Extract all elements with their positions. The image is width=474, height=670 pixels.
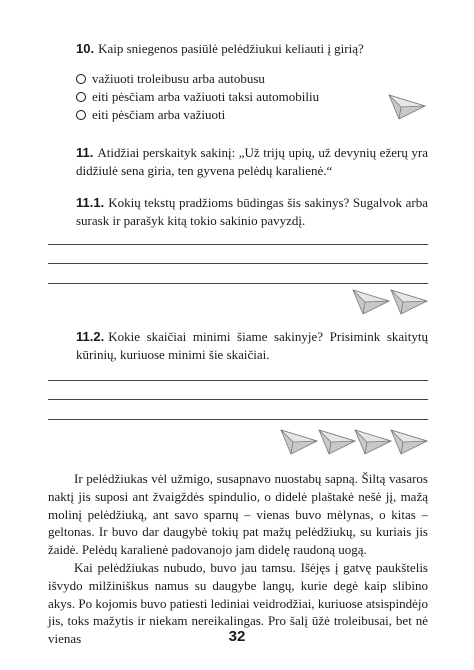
question-10 <box>76 40 428 58</box>
question-text: Atidžiai perskaityk sakinį: „Už trijų upių, už devynių ežerų yra didžiulė sena giria, ten gyvena pelėdų karalienė.“ <box>76 145 428 178</box>
paper-plane-icon <box>390 288 428 316</box>
question-text: Kaip sniegenos pasiūlė pelėdžiukui keliauti į girią? <box>98 41 364 56</box>
paper-plane-icon <box>280 428 318 456</box>
radio-circle-icon[interactable] <box>76 74 86 84</box>
answer-line[interactable] <box>48 263 428 264</box>
answer-line[interactable] <box>48 380 428 381</box>
question-text: Kokių tekstų pradžioms būdingas šis sakinys? Sugalvok arba surask ir parašyk kitą tokio sakinio pavyzdį. <box>76 195 428 228</box>
question-11 <box>76 144 428 180</box>
option-2[interactable] <box>76 88 319 105</box>
answer-line[interactable] <box>48 244 428 245</box>
question-number: 11.1. <box>76 195 105 210</box>
story-text <box>48 470 428 648</box>
radio-circle-icon[interactable] <box>76 92 86 102</box>
answer-line[interactable] <box>48 419 428 420</box>
option-3[interactable] <box>76 106 225 123</box>
option-1[interactable] <box>76 70 265 87</box>
question-11-1 <box>76 194 428 230</box>
option-label: važiuoti troleibusu arba autobusu <box>92 71 265 86</box>
answer-line[interactable] <box>48 283 428 284</box>
answer-line[interactable] <box>48 399 428 400</box>
paper-plane-icon <box>388 93 426 121</box>
paper-plane-icon <box>318 428 356 456</box>
story-paragraph: Kai pelėdžiukas nubudo, buvo jau tamsu. Išėjęs į gatvę paukštelis išvydo milžiniškus namus su daugybe langų, kurie degė kaip slibino akys. Po kojomis buvo patiesti lediniai veidrodžiai, kuriuose atsispindėjo jis, toks mažytis ir niekam nereikalingas. Pro šalį ūžė troleibusai, bet nė vienas <box>48 559 428 647</box>
question-number: 10. <box>76 41 95 56</box>
question-11-2 <box>76 328 428 364</box>
option-label: eiti pėsčiam arba važiuoti taksi automobiliu <box>92 89 320 104</box>
question-number: 11. <box>76 145 94 160</box>
radio-circle-icon[interactable] <box>76 110 86 120</box>
paper-plane-icon <box>390 428 428 456</box>
question-number: 11.2. <box>76 329 105 344</box>
page-number: 32 <box>228 628 246 645</box>
option-label: eiti pėsčiam arba važiuoti <box>92 107 226 122</box>
paper-plane-icon <box>354 428 392 456</box>
story-paragraph: Ir pelėdžiukas vėl užmigo, susapnavo nuostabų sapną. Šiltą vasaros naktį jis suposi ant žvaigždės spindulio, o didelė plaštakė nešė jį, mažą molinį pelėdžiuką, ant savo sparnų – vienas buvo mėlynas, o kitas – geltonas. Ir buvo dar daugybė tokių pat mažų pelėdžiukų, su kuriais jis žaidė. Pelėdų karalienė padovanojo jam didelę raudoną uogą. <box>48 471 428 558</box>
question-text: Kokie skaičiai minimi šiame sakinyje? Prisimink skaitytų kūrinių, kuriuose minimi šie skaičiai. <box>76 329 428 362</box>
paper-plane-icon <box>352 288 390 316</box>
